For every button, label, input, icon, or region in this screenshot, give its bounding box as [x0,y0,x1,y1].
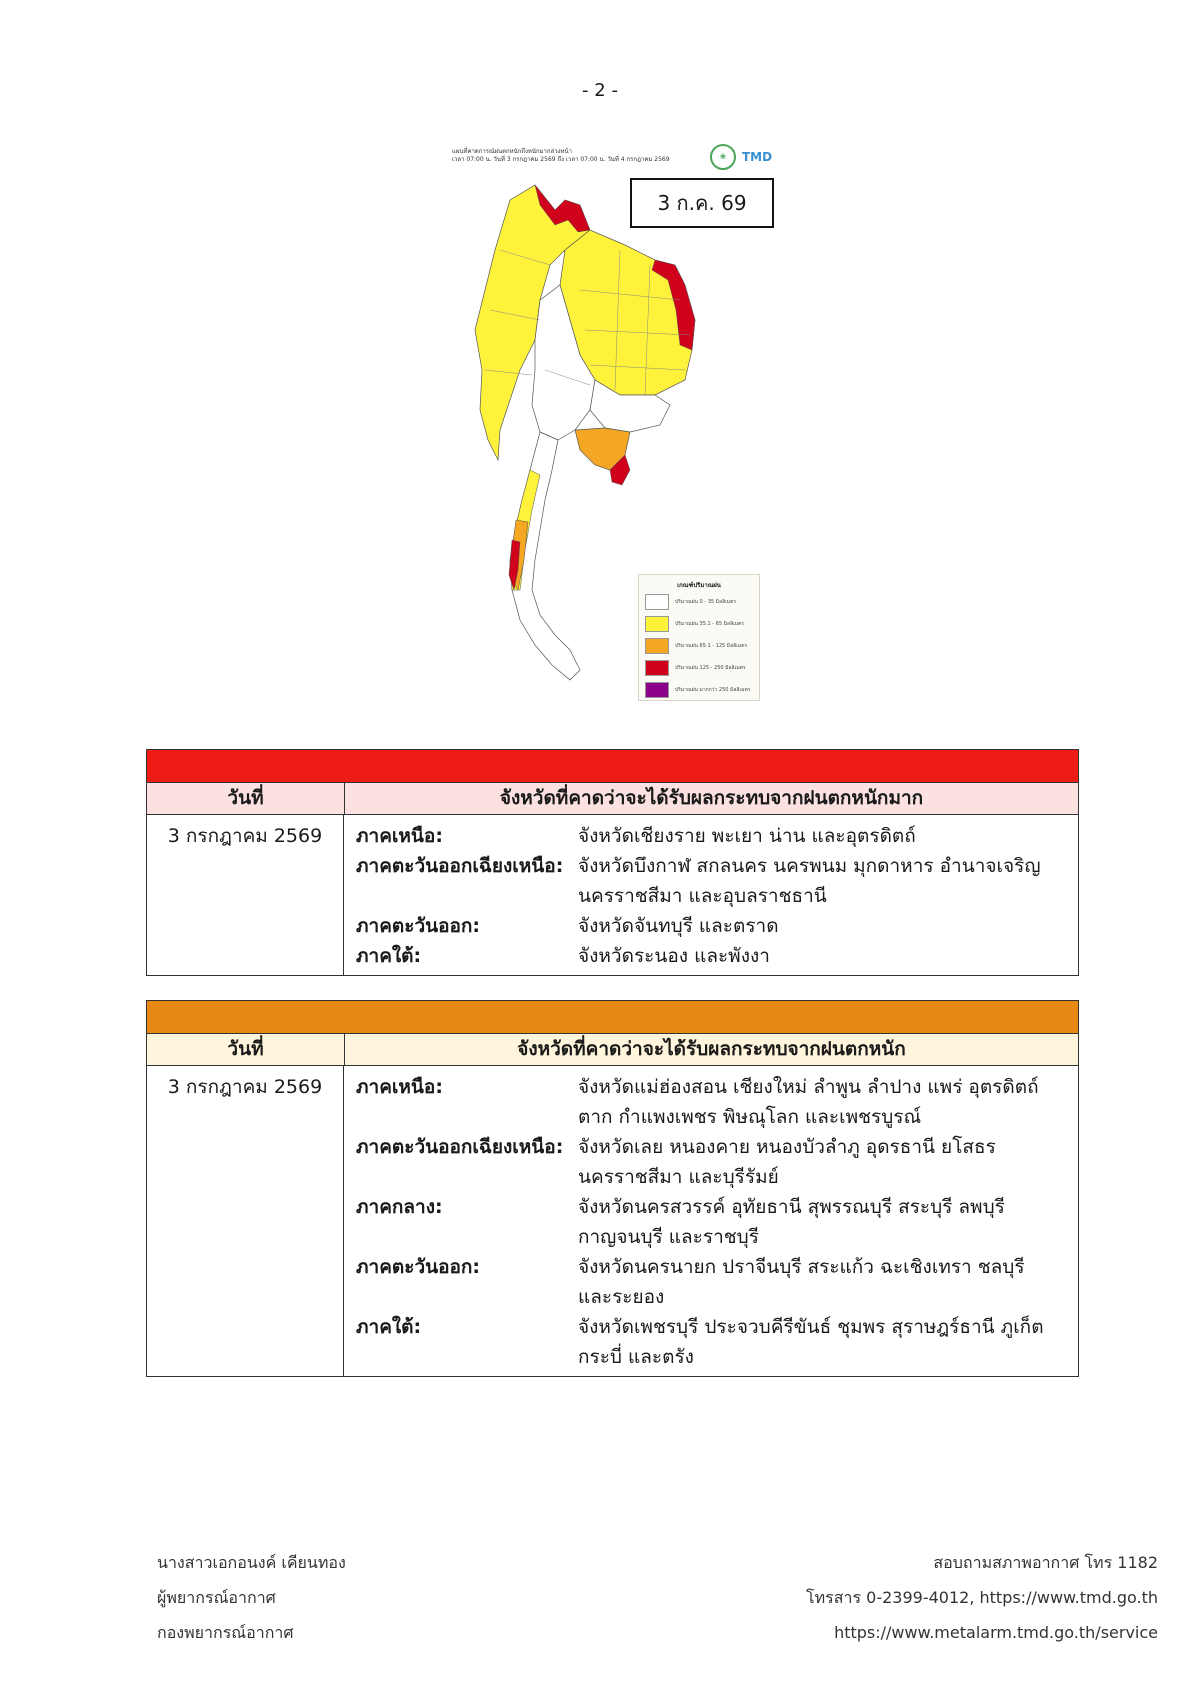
province-list: และระยอง [578,1286,665,1308]
map-logos [710,144,772,170]
header-provinces: จังหวัดที่คาดว่าจะได้รับผลกระทบจากฝนตกหนักมาก [499,787,924,809]
region-name: ภาคตะวันออกเฉียงเหนือ: [356,855,564,877]
legend-label: ปริมาณฝน 0 - 35 มิลลิเมตร [675,599,737,605]
region-name [356,881,578,911]
map-header-line2: เวลา 07:00 น. วันที่ 3 กรกฎาคม 2569 ถึง เวลา 07:00 น. วันที่ 4 กรกฎาคม 2569 [452,156,670,163]
map-date-label: 3 ก.ค. 69 [630,178,774,228]
heavy-rain-band [147,1001,1078,1034]
legend-title: เกณฑ์ปริมาณฝน [677,582,721,589]
hotline-text: สอบถามสภาพอากาศ โทร 1182 [933,1553,1158,1572]
row-date: 3 กรกฎาคม 2569 [147,815,344,975]
province-list: ตาก กำแพงเพชร พิษณุโลก และเพชรบูรณ์ [578,1106,922,1128]
province-list: จังหวัดนครสวรรค์ อุทัยธานี สุพรรณบุรี สระบุรี ลพบุรี [578,1196,1005,1218]
region-name [356,1342,578,1372]
legend-swatch [645,594,669,610]
legend-item [645,680,753,700]
forecaster-division: กองพยากรณ์อากาศ [157,1623,294,1642]
region-entry [356,1282,1066,1312]
map-legend [638,574,760,701]
province-list: นครราชสีมา และบุรีรัมย์ [578,1166,779,1188]
row-date: 3 กรกฎาคม 2569 [147,1066,344,1376]
region-entry [356,1102,1066,1132]
region-name [356,1222,578,1252]
header-date: วันที่ [147,783,345,814]
very-heavy-rain-table [146,749,1079,976]
legend-item [645,636,753,656]
legend-item [645,658,753,678]
table-header [147,1034,1078,1066]
province-list: จังหวัดนครนายก ปราจีนบุรี สระแก้ว ฉะเชิงเทรา ชลบุรี [578,1256,1025,1278]
region-entry [356,1252,1066,1282]
province-list: กาญจนบุรี และราชบุรี [578,1226,759,1248]
region-name: ภาคเหนือ: [356,1076,443,1098]
region-name: ภาคตะวันออก: [356,1256,481,1278]
province-list: นครราชสีมา และอุบลราชธานี [578,885,827,907]
province-list: จังหวัดเพชรบุรี ประจวบคีรีขันธ์ ชุมพร สุราษฎร์ธานี ภูเก็ต [578,1316,1044,1338]
legend-swatch [645,616,669,632]
region-name: ภาคใต้: [356,1316,422,1338]
region-name [356,1282,578,1312]
legend-swatch [645,660,669,676]
very-heavy-rain-band [147,750,1078,783]
province-list: จังหวัดบึงกาฬ สกลนคร นครพนม มุกดาหาร อำนาจเจริญ [578,855,1041,877]
rainfall-forecast-map [440,140,780,702]
region-entry [356,941,1066,971]
legend-item [645,592,753,612]
province-list: จังหวัดแม่ฮ่องสอน เชียงใหม่ ลำพูน ลำปาง แพร่ อุตรดิตถ์ [578,1076,1039,1098]
row-entries [344,1066,1078,1376]
region-name: ภาคกลาง: [356,1196,443,1218]
page-number: - 2 - [582,80,618,101]
table-header [147,783,1078,815]
header-date: วันที่ [147,1034,345,1065]
legend-swatch [645,682,669,698]
province-list: กระบี่ และตรัง [578,1346,694,1368]
forecaster-name: นางสาวเอกอนงค์ เคียนทอง [157,1553,346,1572]
footer-contact [806,1545,1158,1650]
province-list: จังหวัดเชียงราย พะเยา น่าน และอุตรดิตถ์ [578,825,916,847]
table-row [147,1066,1078,1376]
region-entry [356,1222,1066,1252]
region-name: ภาคเหนือ: [356,825,443,847]
region-name: ภาคใต้: [356,945,422,967]
legend-label: ปริมาณฝน มากกว่า 250 มิลลิเมตร [675,687,751,693]
region-entry [356,1132,1066,1162]
legend-item [645,614,753,634]
table-row [147,815,1078,975]
region-entry [356,881,1066,911]
map-header-line1: แผนที่คาดการณ์ฝนตกหนักถึงหนักมากล่วงหน้า [452,148,572,155]
legend-label: ปริมาณฝน 125 - 250 มิลลิเมตร [675,665,746,671]
ministry-logo-icon: ❀ [710,144,736,170]
region-name [356,1102,578,1132]
region-entry [356,1162,1066,1192]
forecaster-position: ผู้พยากรณ์อากาศ [157,1588,276,1607]
footer-signatory [157,1545,346,1650]
map-header [452,148,702,164]
row-entries [344,815,1078,975]
region-entry [356,1192,1066,1222]
website-link[interactable]: https://www.metalarm.tmd.go.th/service [834,1623,1158,1642]
region-name: ภาคตะวันออก: [356,915,481,937]
fax-text[interactable]: โทรสาร 0-2399-4012, https://www.tmd.go.th [806,1588,1158,1607]
region-entry [356,1312,1066,1342]
region-name: ภาคตะวันออกเฉียงเหนือ: [356,1136,564,1158]
region-entry [356,821,1066,851]
region-entry [356,1342,1066,1372]
region-entry [356,851,1066,881]
heavy-rain-table [146,1000,1079,1377]
legend-label: ปริมาณฝน 65.1 - 125 มิลลิเมตร [675,643,748,649]
region-entry [356,911,1066,941]
province-list: จังหวัดระนอง และพังงา [578,945,770,967]
region-entry [356,1072,1066,1102]
province-list: จังหวัดเลย หนองคาย หนองบัวลำภู อุดรธานี ยโสธร [578,1136,996,1158]
region-name [356,1162,578,1192]
legend-label: ปริมาณฝน 35.1 - 65 มิลลิเมตร [675,621,744,627]
tmd-logo: TMD [742,150,773,164]
header-provinces: จังหวัดที่คาดว่าจะได้รับผลกระทบจากฝนตกหนัก [517,1038,906,1060]
province-list: จังหวัดจันทบุรี และตราด [578,915,779,937]
legend-swatch [645,638,669,654]
